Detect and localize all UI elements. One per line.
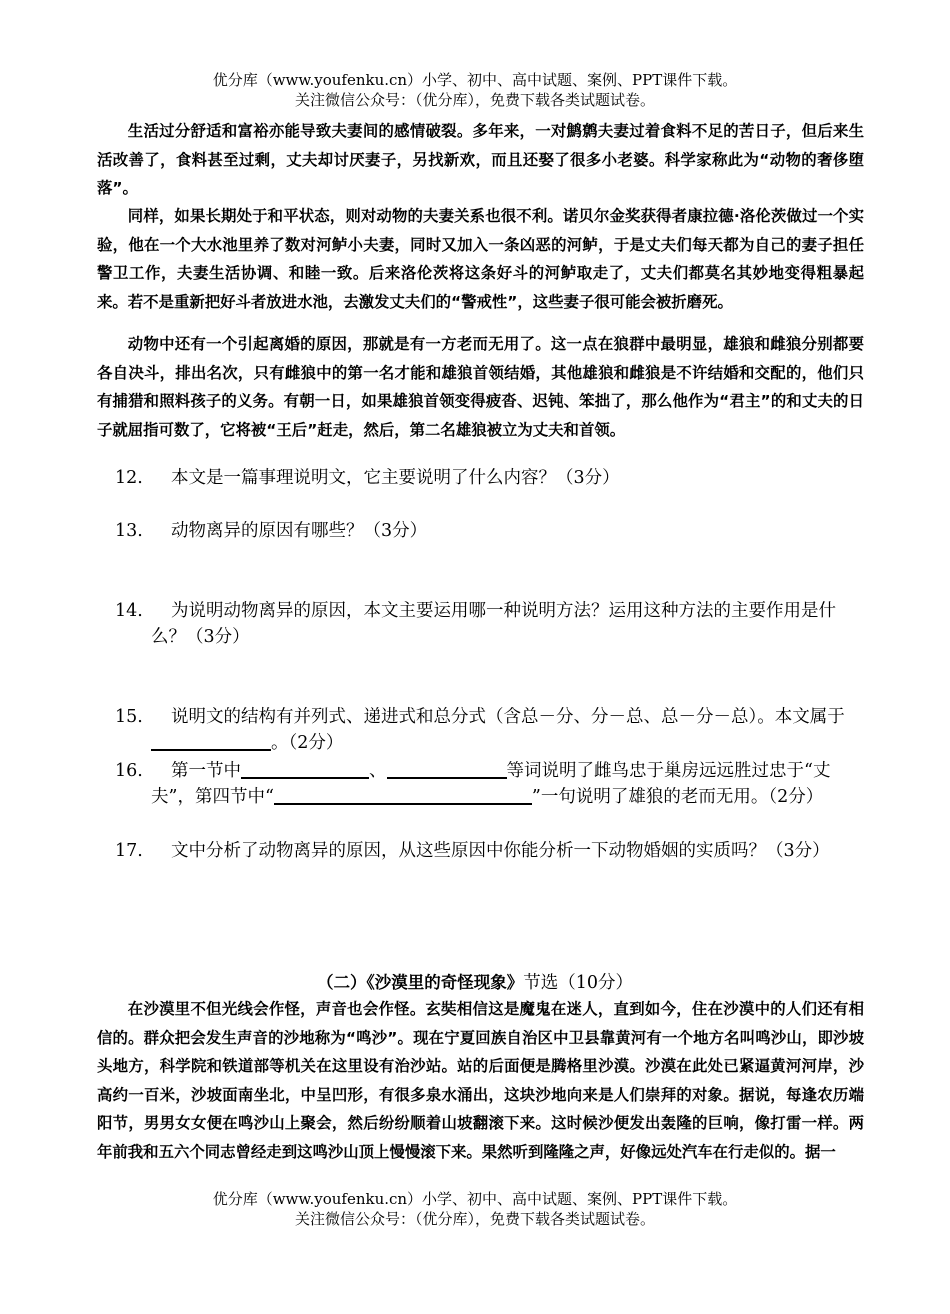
question-text-before: 说明文的结构有并列式、递进式和总分式（含总－分、分－总、总－分－总）。本文属于 — [171, 707, 845, 727]
question-12 — [115, 465, 867, 491]
question-text — [151, 758, 867, 810]
section-2-title-bold: （二）《沙漠里的奇怪现象》 — [316, 973, 524, 992]
question-16 — [115, 758, 867, 810]
question-17 — [115, 838, 867, 864]
answer-blank-3[interactable] — [274, 785, 532, 805]
question-part-2: 、 — [369, 761, 387, 781]
question-part-1: 第一节中 — [171, 761, 241, 781]
question-number: 15. — [115, 707, 143, 727]
question-number: 12. — [115, 468, 143, 488]
section-2-title-rest: 节选（10分） — [523, 973, 634, 993]
question-number: 17. — [115, 841, 143, 861]
question-number: 13. — [115, 521, 143, 541]
answer-blank-1[interactable] — [241, 759, 369, 779]
footer-line-2: 关注微信公众号：（优分库），免费下载各类试题试卷。 — [294, 1210, 655, 1228]
question-text: 本文是一篇事理说明文，它主要说明了什么内容？（3分） — [171, 468, 620, 488]
header-line-1: 优分库（www.youfenku.cn）小学、初中、高中试题、案例、PPT课件下载。 — [212, 71, 738, 89]
passage1-paragraph-3: 动物中还有一个引起离婚的原因，那就是有一方老而无用了。这一点在狼群中最明显，雄狼和雌狼分别都要各自决斗，排出名次，只有雌狼中的第一名才能和雄狼首领结婚，其他雄狼和雌狼是不许结婚和交配的，他们只有捕猎和照料孩子的义务。有朝一日，如果雄狼首领变得疲沓、迟钝、笨拙了，那么他作为“君主”的和丈夫的日子就屈指可数了，它将被“王后”赶走，然后，第二名雄狼被立为丈夫和首领。 — [97, 335, 864, 439]
question-text: 为说明动物离异的原因，本文主要运用哪一种说明方法？运用这种方法的主要作用是什么？（3分） — [151, 601, 836, 647]
answer-blank-2[interactable] — [387, 759, 507, 779]
question-text: 文中分析了动物离异的原因，从这些原因中你能分析一下动物婚姻的实质吗？（3分） — [171, 841, 830, 861]
passage1-paragraph-2: 同样，如果长期处于和平状态，则对动物的夫妻关系也很不利。诺贝尔金奖获得者康拉德·洛伦茨做过一个实验，他在一个大水池里养了数对河鲈小夫妻，同时又加入一条凶恶的河鲈，于是丈夫们每天都为自己的妻子担任警卫工作，夫妻生活协调、和睦一致。后来洛伦茨将这条好斗的河鲈取走了，丈夫们都莫名其妙地变得粗暴起来。若不是重新把好斗者放进水池，去激发丈夫们的“警戒性”，这些妻子很可能会被折磨死。 — [97, 207, 864, 311]
section-2-title — [0, 970, 950, 996]
question-text: 动物离异的原因有哪些？（3分） — [171, 521, 428, 541]
answer-blank[interactable] — [151, 731, 271, 751]
question-number: 14. — [115, 601, 143, 621]
page-footer — [0, 1189, 950, 1229]
page-header — [0, 70, 950, 110]
section-2-paragraph: 在沙漠里不但光线会作怪，声音也会作怪。玄奘相信这是魔鬼在迷人，直到如今，住在沙漠中的人们还有相信的。群众把会发生声音的沙地称为“鸣沙”。现在宁夏回族自治区中卫县靠黄河有一个地方名叫鸣沙山，即沙坡头地方，科学院和铁道部等机关在这里设有治沙站。站的后面便是腾格里沙漠。沙漠在此处已紧逼黄河河岸，沙高约一百米，沙坡面南坐北，中呈凹形，有很多泉水涌出，这块沙地向来是人们崇拜的对象。据说，每逢农历端阳节，男男女女便在鸣沙山上聚会，然后纷纷顺着山坡翻滚下来。这时候沙便发出轰隆的巨响，像打雷一样。两年前我和五六个同志曾经走到这鸣沙山顶上慢慢滚下来。果然听到隆隆之声，好像远处汽车在行走似的。据一 — [97, 1000, 864, 1161]
question-14 — [115, 598, 867, 650]
passage1-paragraph-1: 生活过分舒适和富裕亦能导致夫妻间的感情破裂。多年来，一对鹪鹩夫妻过着食料不足的苦日子，但后来生活改善了，食料甚至过剩，丈夫却讨厌妻子，另找新欢，而且还娶了很多小老婆。科学家称此为“动物的奢侈堕落”。 — [97, 122, 864, 197]
question-text — [151, 704, 867, 756]
question-number: 16. — [115, 761, 143, 781]
question-text-after: 。（2分） — [271, 733, 344, 753]
footer-line-1: 优分库（www.youfenku.cn）小学、初中、高中试题、案例、PPT课件下载。 — [212, 1190, 738, 1208]
question-part-3: 等词说明了雌鸟忠于巢房远远胜过忠于“丈夫”，第四节中“ — [151, 761, 831, 807]
question-13 — [115, 518, 867, 544]
question-15 — [115, 704, 867, 756]
question-part-4: ”一句说明了雄狼的老而无用。（2分） — [531, 787, 824, 807]
header-line-2: 关注微信公众号：（优分库），免费下载各类试题试卷。 — [294, 91, 655, 109]
